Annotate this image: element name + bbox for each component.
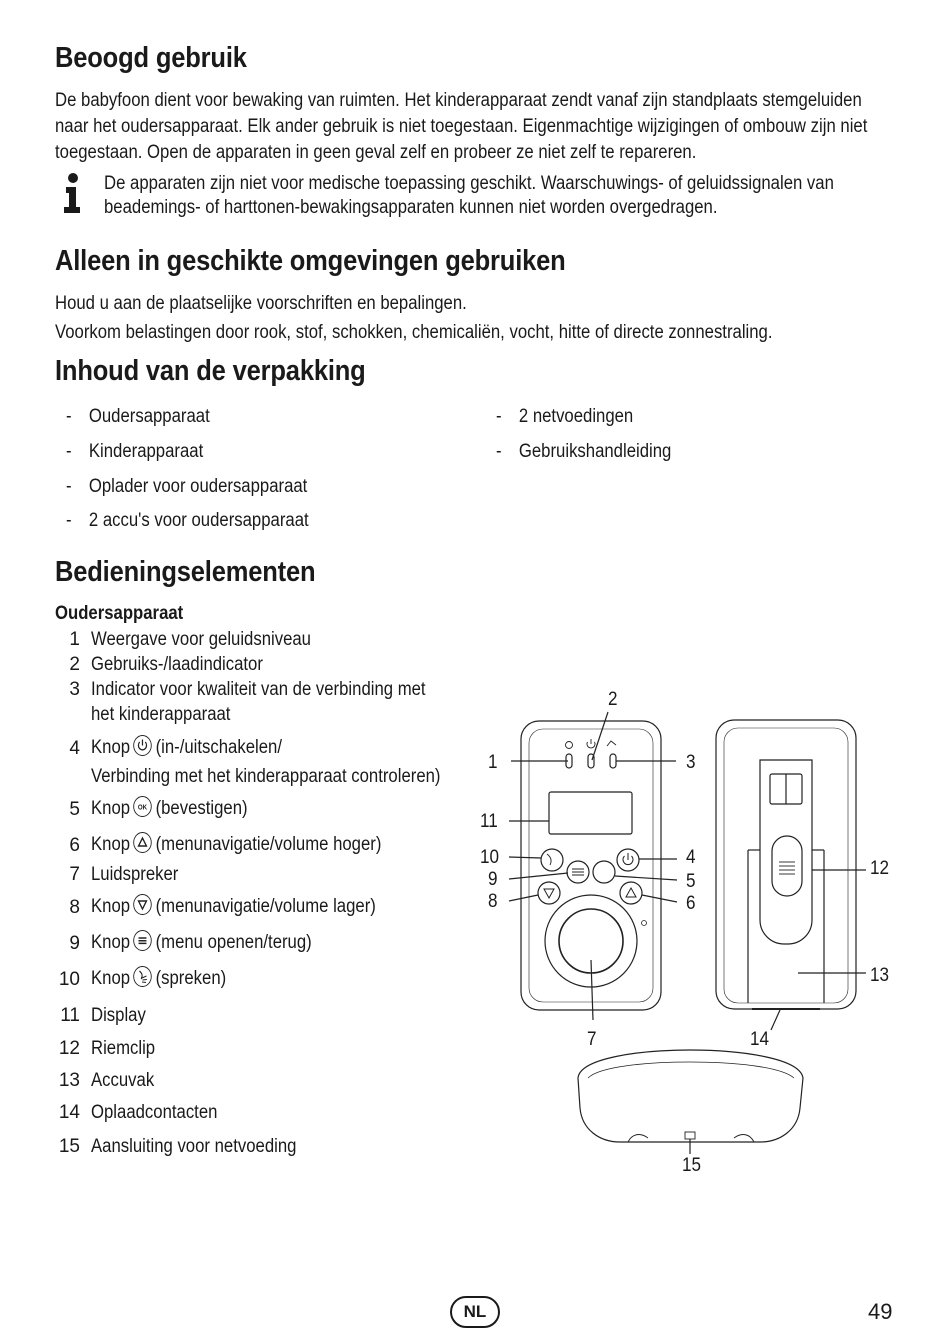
item-number: 6 bbox=[69, 835, 80, 856]
item-text: Luidspreker bbox=[91, 864, 179, 885]
intended-use-line-3: toegestaan. Open de apparaten in geen geval zelf en probeer ze niet zelf te repareren. bbox=[55, 142, 697, 163]
item-text: het kinderapparaat bbox=[91, 704, 231, 725]
callout-4: 4 bbox=[686, 847, 696, 868]
item-number: 12 bbox=[58, 1038, 80, 1059]
contents-item: - 2 netvoedingen bbox=[496, 406, 634, 427]
controls-subtitle: Oudersapparaat bbox=[55, 603, 184, 624]
environment-line-2: Voorkom belastingen door rook, stof, schokken, chemicaliën, vocht, hitte of directe zonnestraling. bbox=[55, 322, 773, 343]
callout-9: 9 bbox=[488, 869, 498, 890]
contents-item: - Oudersapparaat bbox=[66, 406, 210, 427]
item-text: Knop (menu openen/terug) bbox=[91, 932, 312, 953]
callout-10: 10 bbox=[480, 847, 500, 868]
callout-15: 15 bbox=[682, 1155, 702, 1176]
page-number: 49 bbox=[868, 1299, 893, 1324]
section-title-controls: Bedieningselementen bbox=[55, 556, 316, 588]
callout-8: 8 bbox=[488, 891, 498, 912]
svg-text:OK: OK bbox=[138, 804, 148, 812]
talk-button bbox=[541, 849, 563, 871]
item-number: 4 bbox=[69, 738, 80, 759]
section-title-contents: Inhoud van de verpakking bbox=[55, 355, 366, 387]
item-number: 1 bbox=[69, 629, 80, 650]
item-number: 5 bbox=[69, 799, 80, 820]
item-number: 10 bbox=[58, 969, 80, 990]
item-number: 7 bbox=[69, 864, 80, 885]
callout-13: 13 bbox=[870, 965, 890, 986]
info-line-2: beademings- of harttonen-bewakingsapparaten kunnen niet worden overgedragen. bbox=[104, 197, 718, 218]
item-text: Gebruiks-/laadindicator bbox=[91, 654, 263, 675]
item-text: Riemclip bbox=[91, 1038, 156, 1059]
item-text: Knop (menunavigatie/volume lager) bbox=[91, 896, 376, 917]
parent-unit-back bbox=[716, 720, 856, 1009]
callout-2: 2 bbox=[608, 689, 618, 710]
contents-item: - Kinderapparaat bbox=[66, 441, 204, 462]
down-button bbox=[538, 882, 560, 904]
contents-item: - 2 accu's voor oudersapparaat bbox=[66, 510, 309, 531]
item-number: 14 bbox=[58, 1102, 80, 1123]
item-text: Display bbox=[91, 1005, 146, 1026]
item-text: Knop (in-/uitschakelen/ bbox=[91, 737, 282, 758]
callout-6: 6 bbox=[686, 893, 696, 914]
item-number: 15 bbox=[58, 1136, 80, 1157]
callout-5: 5 bbox=[686, 871, 696, 892]
environment-line-1: Houd u aan de plaatselijke voorschriften en bepalingen. bbox=[55, 293, 467, 314]
callout-11: 11 bbox=[480, 811, 498, 832]
item-text: Weergave voor geluidsniveau bbox=[91, 629, 311, 650]
callout-3: 3 bbox=[686, 752, 696, 773]
item-text: Indicator voor kwaliteit van de verbinding met bbox=[91, 679, 426, 700]
led-3 bbox=[610, 754, 616, 768]
display bbox=[549, 792, 632, 834]
item-text: Verbinding met het kinderapparaat controleren) bbox=[91, 766, 441, 787]
up-button bbox=[620, 882, 642, 904]
item-text: Knop (spreken) bbox=[91, 968, 227, 989]
power-jack bbox=[685, 1132, 695, 1139]
language-badge bbox=[450, 1296, 500, 1328]
callout-7: 7 bbox=[587, 1029, 597, 1050]
callout-14: 14 bbox=[750, 1029, 770, 1050]
item-text: Knop OK (bevestigen) bbox=[91, 798, 248, 819]
ok-button bbox=[593, 861, 615, 883]
section-title-intended-use: Beoogd gebruik bbox=[55, 42, 247, 74]
intended-use-line-1: De babyfoon dient voor bewaking van ruimten. Het kinderapparaat zendt vanaf zijn standplaats stemgeluiden bbox=[55, 90, 862, 111]
info-line-1: De apparaten zijn niet voor medische toepassing geschikt. Waarschuwings- of geluidssignalen van bbox=[104, 173, 834, 194]
item-number: 2 bbox=[69, 654, 80, 675]
item-text: Oplaadcontacten bbox=[91, 1102, 218, 1123]
callout-1: 1 bbox=[488, 752, 498, 773]
item-number: 9 bbox=[69, 933, 80, 954]
item-number: 11 bbox=[60, 1005, 80, 1026]
contents-item: - Gebruikshandleiding bbox=[496, 441, 672, 462]
callout-12: 12 bbox=[870, 858, 890, 879]
item-number: 8 bbox=[69, 897, 80, 918]
section-title-environment: Alleen in geschikte omgevingen gebruiken bbox=[55, 245, 566, 277]
item-text: Aansluiting voor netvoeding bbox=[91, 1136, 297, 1157]
item-number: 3 bbox=[69, 679, 80, 700]
contents-item: - Oplader voor oudersapparaat bbox=[66, 476, 308, 497]
item-number: 13 bbox=[58, 1070, 80, 1091]
charger bbox=[578, 1050, 803, 1142]
item-text: Knop (menunavigatie/volume hoger) bbox=[91, 834, 382, 855]
intended-use-line-2: naar het oudersapparaat. Elk ander gebruik is niet toegestaan. Eigenmachtige wijzigingen of ombouw zijn niet bbox=[55, 116, 868, 137]
language-code: NL bbox=[463, 1302, 487, 1321]
item-text: Accuvak bbox=[91, 1070, 155, 1091]
